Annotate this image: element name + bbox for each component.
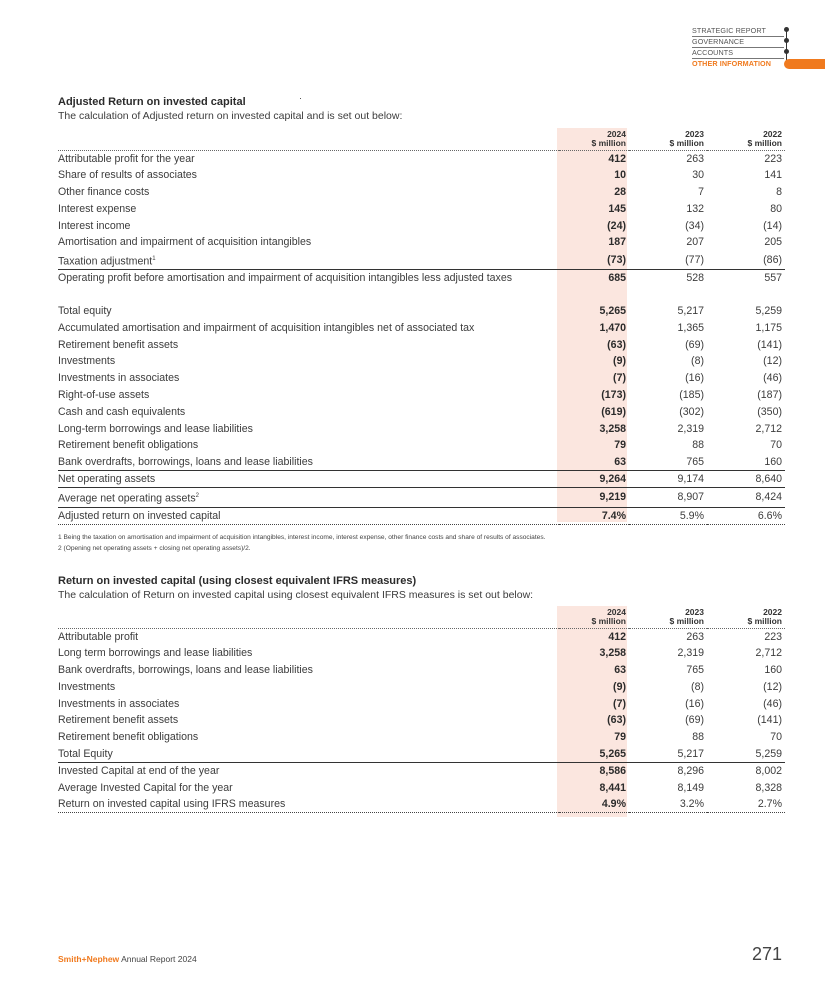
unit-label: $ million	[747, 615, 782, 626]
value-2022: 205	[764, 236, 782, 249]
value-2022: 223	[764, 630, 782, 643]
ifrs-roic-table	[58, 606, 785, 813]
value-2022: 557	[707, 270, 785, 287]
table-row	[58, 507, 785, 524]
row-label-text: Return on invested capital using IFRS measures	[58, 798, 286, 811]
value-2024: 4.9%	[559, 796, 629, 813]
row-label-text: Total Equity	[58, 747, 113, 760]
table-row	[58, 762, 785, 779]
row-label-text: Long-term borrowings and lease liabilities	[58, 422, 253, 435]
row-label	[58, 437, 559, 454]
row-label	[58, 420, 559, 437]
value-2022: 160	[764, 455, 782, 468]
year-2022-header	[707, 128, 785, 150]
row-label-text: Average net operating assets	[58, 492, 196, 505]
value-2022: 6.6%	[707, 507, 785, 524]
value-2022: 2.7%	[707, 796, 785, 813]
value-2022: (86)	[763, 254, 782, 267]
table-row	[58, 662, 785, 679]
row-label	[58, 336, 559, 353]
value-2024: 8,441	[599, 781, 626, 794]
value-2023: 263	[686, 630, 704, 643]
table-row	[58, 454, 785, 471]
table-row	[58, 420, 785, 437]
row-label	[58, 184, 559, 201]
year-label: 2024	[607, 606, 626, 617]
value-2024: 3,258	[599, 422, 626, 435]
value-2024: 9,264	[559, 471, 629, 488]
unit-label: $ million	[591, 615, 626, 626]
row-label	[58, 403, 559, 420]
year-2023-header	[629, 606, 707, 628]
row-label	[58, 628, 559, 645]
value-2023: 5,217	[677, 305, 704, 317]
value-2023: (34)	[685, 219, 704, 232]
value-2024: (63)	[607, 338, 626, 351]
value-2022: 8,640	[707, 471, 785, 488]
footer-brand	[58, 954, 197, 964]
table-row	[58, 796, 785, 813]
value-2022: 1,175	[755, 321, 782, 334]
value-2023: 8,907	[629, 488, 707, 508]
unit-label: $ million	[669, 615, 704, 626]
table-header-row	[58, 606, 785, 628]
row-label-text: Investments in associates	[58, 697, 180, 710]
value-2023: (69)	[685, 338, 704, 351]
row-label-text: Interest expense	[58, 202, 137, 215]
value-2023: (16)	[685, 697, 704, 710]
value-2023: 8,296	[629, 762, 707, 779]
value-2024: 412	[608, 152, 626, 165]
value-2023: 9,174	[629, 471, 707, 488]
value-2024: (9)	[613, 680, 626, 693]
table-row	[58, 184, 785, 201]
row-label-text: Share of results of associates	[58, 169, 197, 182]
report-name: Annual Report 2024	[119, 954, 197, 964]
table-row	[58, 628, 785, 645]
row-label	[58, 387, 559, 404]
value-2024: (7)	[613, 697, 626, 710]
value-2023: 765	[686, 455, 704, 468]
value-2023: 88	[692, 439, 704, 452]
table-row	[58, 234, 785, 251]
table-row	[58, 779, 785, 796]
spacer-cell	[559, 287, 629, 303]
row-label-text: Other finance costs	[58, 185, 150, 198]
value-2022: (12)	[763, 355, 782, 368]
row-label-text: Investments	[58, 680, 116, 693]
value-2022: 8	[776, 185, 782, 198]
table-row	[58, 200, 785, 217]
nav-other-information[interactable]: OTHER INFORMATION	[692, 59, 772, 68]
value-2022: 160	[764, 663, 782, 676]
value-2023: 263	[686, 152, 704, 165]
footnote-ref: 1	[152, 255, 156, 262]
row-label	[58, 746, 559, 763]
table-row	[58, 746, 785, 763]
value-2024: 187	[608, 236, 626, 249]
value-2023: 132	[686, 202, 704, 215]
row-label	[58, 370, 559, 387]
unit-label: $ million	[591, 137, 626, 148]
value-2024: 79	[614, 731, 626, 744]
row-label	[58, 234, 559, 251]
year-label: 2023	[685, 128, 704, 139]
value-2023: 1,365	[677, 321, 704, 334]
value-2024: (24)	[607, 219, 626, 232]
value-2023: 528	[629, 270, 707, 287]
nav-dot-icon	[784, 38, 789, 43]
row-label-text: Bank overdrafts, borrowings, loans and lease liabilities	[58, 663, 313, 676]
value-2023: 2,319	[677, 647, 704, 660]
row-label-text: Interest income	[58, 219, 131, 232]
value-2022: (12)	[763, 680, 782, 693]
value-2023: (77)	[685, 254, 704, 267]
value-2024: (173)	[601, 388, 626, 401]
value-2024: (7)	[613, 372, 626, 385]
nav-active-indicator	[784, 59, 825, 69]
value-2024: (73)	[607, 254, 626, 267]
value-2022: 8,328	[755, 781, 782, 794]
table-row	[58, 387, 785, 404]
row-label	[58, 507, 559, 524]
value-2023: 207	[686, 236, 704, 249]
table-row	[58, 270, 785, 287]
row-label-text: Net operating assets	[58, 473, 156, 486]
value-2023: 7	[698, 185, 704, 198]
row-label-text: Total equity	[58, 305, 112, 317]
value-2024: 8,586	[559, 762, 629, 779]
row-label	[58, 270, 559, 287]
table-row	[58, 353, 785, 370]
row-label-text: Investments in associates	[58, 372, 180, 385]
value-2023: 3.2%	[629, 796, 707, 813]
table-header-row	[58, 128, 785, 150]
value-2024: 10	[614, 169, 626, 182]
value-2024: 3,258	[599, 647, 626, 660]
row-label	[58, 762, 559, 779]
value-2024: 145	[608, 202, 626, 215]
row-label	[58, 454, 559, 471]
row-label	[58, 319, 559, 336]
row-label	[58, 167, 559, 184]
table-row	[58, 319, 785, 336]
row-label-text: Operating profit before amortisation and impairment of acquisition intangibles less adjusted taxes	[58, 272, 513, 285]
value-2022: 5,259	[755, 747, 782, 760]
nav-dot-icon	[784, 27, 789, 32]
value-2024: 5,265	[599, 305, 626, 317]
brand-name: Smith+Nephew	[58, 954, 120, 964]
value-2022: (141)	[757, 338, 782, 351]
table-row	[58, 403, 785, 420]
value-2022: 70	[770, 731, 782, 744]
year-2024-header	[559, 128, 629, 150]
value-2023: 88	[692, 731, 704, 744]
value-2022: (187)	[757, 388, 782, 401]
row-label	[58, 150, 559, 167]
row-label-text: Retirement benefit obligations	[58, 439, 199, 452]
value-2022: 5,259	[755, 305, 782, 317]
label-column-header	[58, 128, 559, 150]
row-label	[58, 645, 559, 662]
row-label-text: Retirement benefit assets	[58, 714, 179, 727]
value-2022: 141	[764, 169, 782, 182]
value-2023: (69)	[685, 714, 704, 727]
row-label-text: Investments	[58, 355, 116, 368]
value-2024: 685	[559, 270, 629, 287]
table-row	[58, 437, 785, 454]
table-row	[58, 488, 785, 508]
value-2024: 9,219	[559, 488, 629, 508]
value-2024: 1,470	[599, 321, 626, 334]
section2-subtitle: The calculation of Return on invested capital using closest equivalent IFRS measures is set out below:	[58, 589, 534, 601]
row-label	[58, 353, 559, 370]
nav-accounts[interactable]: ACCOUNTS	[692, 48, 784, 59]
value-2022: 223	[764, 152, 782, 165]
value-2023: 5.9%	[629, 507, 707, 524]
spacer-cell	[707, 287, 785, 303]
row-label-text: Cash and cash equivalents	[58, 405, 186, 418]
row-label-text: Attributable profit for the year	[58, 152, 195, 165]
row-label	[58, 200, 559, 217]
row-label	[58, 796, 559, 813]
page-number: 271	[752, 944, 783, 964]
value-2022: 70	[770, 439, 782, 452]
value-2022: 2,712	[755, 422, 782, 435]
table-row	[58, 167, 785, 184]
spacer-row	[58, 287, 785, 303]
value-2022: 2,712	[755, 647, 782, 660]
table-row	[58, 729, 785, 746]
value-2023: 765	[686, 663, 704, 676]
row-label	[58, 251, 559, 270]
value-2024: (619)	[601, 405, 626, 418]
section1-subtitle: The calculation of Adjusted return on invested capital and is set out below:	[58, 110, 403, 122]
row-label-text: Invested Capital at end of the year	[58, 765, 220, 778]
footnote-2: 2 (Opening net operating assets + closing net operating assets)/2.	[58, 545, 251, 552]
value-2022: 80	[770, 202, 782, 215]
year-2024-header	[559, 606, 629, 628]
table-row	[58, 303, 785, 320]
row-label-text: Taxation adjustment	[58, 255, 153, 268]
row-label	[58, 712, 559, 729]
table-row	[58, 251, 785, 270]
value-2024: 5,265	[599, 747, 626, 760]
nav-strategic-report[interactable]: STRATEGIC REPORT	[692, 26, 784, 37]
row-label	[58, 678, 559, 695]
value-2022: (46)	[763, 372, 782, 385]
year-label: 2022	[763, 606, 782, 617]
year-label: 2022	[763, 128, 782, 139]
value-2022: (46)	[763, 697, 782, 710]
value-2022: 8,424	[707, 488, 785, 508]
row-label-text: Retirement benefit obligations	[58, 731, 199, 744]
row-label	[58, 303, 559, 320]
section-nav	[692, 26, 825, 70]
unit-label: $ million	[669, 137, 704, 148]
value-2024: 63	[614, 455, 626, 468]
value-2024: 412	[608, 630, 626, 643]
table-row	[58, 712, 785, 729]
row-label-text: Bank overdrafts, borrowings, loans and lease liabilities	[58, 455, 313, 468]
value-2023: 8,149	[677, 781, 704, 794]
table-row	[58, 217, 785, 234]
value-2022: (14)	[763, 219, 782, 232]
year-label: 2023	[685, 606, 704, 617]
value-2024: 79	[614, 439, 626, 452]
year-2023-header	[629, 128, 707, 150]
value-2022: (141)	[757, 714, 782, 727]
row-label	[58, 662, 559, 679]
row-label-text: Amortisation and impairment of acquisition intangibles	[58, 236, 312, 249]
value-2023: (302)	[679, 405, 704, 418]
value-2023: (185)	[679, 388, 704, 401]
row-label	[58, 471, 559, 488]
row-label-text: Adjusted return on invested capital	[58, 509, 221, 522]
row-label	[58, 217, 559, 234]
value-2023: 5,217	[677, 747, 704, 760]
section1-title: Adjusted Return on invested capital	[58, 96, 246, 108]
nav-governance[interactable]: GOVERNANCE	[692, 37, 784, 48]
value-2024: 28	[614, 185, 626, 198]
value-2023: (8)	[691, 680, 704, 693]
table-row	[58, 645, 785, 662]
row-label	[58, 695, 559, 712]
row-label-text: Retirement benefit assets	[58, 338, 179, 351]
nav-dot-icon	[784, 49, 789, 54]
table-row	[58, 336, 785, 353]
table-row	[58, 695, 785, 712]
value-2023: (8)	[691, 355, 704, 368]
stray-mark	[300, 98, 301, 99]
value-2022: 8,002	[707, 762, 785, 779]
label-column-header	[58, 606, 559, 628]
row-label-text: Average Invested Capital for the year	[58, 781, 233, 794]
value-2023: 2,319	[677, 422, 704, 435]
value-2024: 7.4%	[559, 507, 629, 524]
value-2024: (63)	[607, 714, 626, 727]
year-label: 2024	[607, 128, 626, 139]
value-2023: 30	[692, 169, 704, 182]
row-label-text: Right-of-use assets	[58, 388, 150, 401]
unit-label: $ million	[747, 137, 782, 148]
row-label-text: Long term borrowings and lease liabilities	[58, 647, 253, 660]
adjusted-roic-table	[58, 128, 785, 525]
footnote-ref: 2	[195, 493, 199, 500]
table-row	[58, 678, 785, 695]
value-2024: (9)	[613, 355, 626, 368]
row-label-text: Attributable profit	[58, 630, 139, 643]
table-row	[58, 471, 785, 488]
year-2022-header	[707, 606, 785, 628]
footnote-1: 1 Being the taxation on amortisation and impairment of acquisition intangibles, interest income, interest expense, other finance costs and share of results of associates.	[58, 534, 546, 541]
table-row	[58, 150, 785, 167]
value-2022: (350)	[757, 405, 782, 418]
spacer-cell	[58, 287, 559, 303]
value-2023: (16)	[685, 372, 704, 385]
row-label	[58, 779, 559, 796]
row-label	[58, 488, 559, 508]
value-2024: 63	[614, 663, 626, 676]
row-label	[58, 729, 559, 746]
table-row	[58, 370, 785, 387]
spacer-cell	[629, 287, 707, 303]
row-label-text: Accumulated amortisation and impairment of acquisition intangibles net of associated tax	[58, 321, 475, 334]
section2-title: Return on invested capital (using closest equivalent IFRS measures)	[58, 575, 417, 587]
